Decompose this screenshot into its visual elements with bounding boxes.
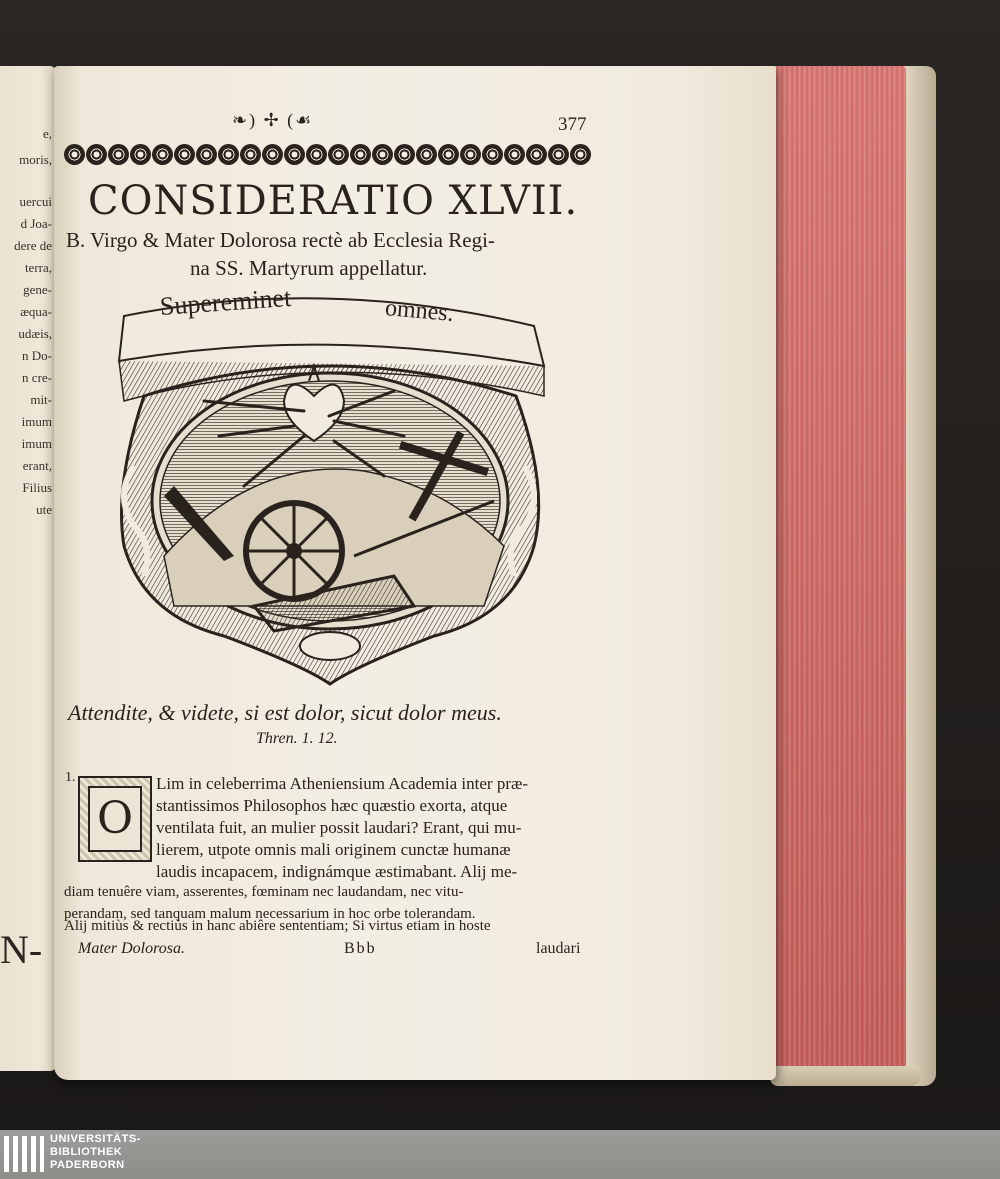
left-fragment: Filius [22, 480, 52, 495]
emblem-motto-part1: Supereminet [158, 282, 293, 321]
page-title: CONSIDERATIO XLVII. [88, 178, 579, 224]
wheel-icon [246, 503, 342, 599]
initial-letter: O [88, 786, 142, 852]
body-line: ventilata fuit, an mulier possit laudari? Erant, qui mu- [156, 818, 522, 837]
institution-line-1: UNIVERSITÄTS- [50, 1133, 141, 1145]
rosette-icon [130, 144, 151, 165]
red-fore-edge [756, 66, 906, 1076]
rosette-icon [218, 144, 239, 165]
rosette-icon [86, 144, 107, 165]
left-fragment: imum [21, 414, 52, 429]
rosette-icon [548, 144, 569, 165]
institution-line-2: BIBLIOTHEK [50, 1146, 123, 1158]
rosette-icon [350, 144, 371, 165]
institution-line-3: PADERBORN [50, 1159, 125, 1171]
emblem-engraving [104, 286, 556, 686]
left-page [0, 66, 56, 1071]
paragraph-number: 1. [65, 770, 76, 785]
rosette-icon [372, 144, 393, 165]
rosette-icon [570, 144, 591, 165]
left-fragment: ute [36, 502, 52, 517]
left-fragment: udæis, [18, 326, 52, 341]
left-large-letters: N- [0, 927, 43, 972]
scripture-quote: Attendite, & videte, si est dolor, sicut dolor meus. [68, 700, 502, 725]
subtitle-line-2: na SS. Martyrum appellatur. [190, 256, 428, 280]
rosette-icon [174, 144, 195, 165]
rosette-icon [460, 144, 481, 165]
left-fragment: n Do- [22, 348, 52, 363]
rosette-ornament-band [64, 140, 594, 168]
rosette-icon [504, 144, 525, 165]
running-footer: Mater Dolorosa. [78, 940, 185, 957]
library-logo-icon [2, 1134, 46, 1174]
left-fragment: n cre- [22, 370, 52, 385]
rosette-icon [64, 144, 85, 165]
left-fragment: dere de [14, 238, 52, 253]
rosette-icon [416, 144, 437, 165]
left-fragment: terra, [24, 260, 52, 275]
rosette-icon [262, 144, 283, 165]
body-line: diam tenuêre viam, asserentes, fœminam nec laudandam, nec vitu- [64, 884, 464, 900]
rosette-icon [152, 144, 173, 165]
rosette-icon [328, 144, 349, 165]
rosette-icon [196, 144, 217, 165]
rosette-icon [306, 144, 327, 165]
body-line: laudis incapacem, indignámque æstimabant. Alij me- [156, 862, 518, 881]
rosette-icon [394, 144, 415, 165]
page-number: 377 [558, 114, 587, 135]
left-fragment: uercui [19, 194, 52, 209]
decorated-initial [78, 776, 152, 862]
rosette-icon [482, 144, 503, 165]
book-bottom-edge [770, 1066, 920, 1086]
left-fragment: erant, [22, 458, 52, 473]
subtitle-line-1: B. Virgo & Mater Dolorosa rectè ab Ecclesia Regi- [66, 228, 495, 252]
body-line: Lim in celeberrima Atheniensium Academia inter præ- [156, 774, 528, 793]
left-fragment: moris, [19, 152, 52, 167]
left-fragment: e, [42, 126, 52, 141]
emblem-motto-part2: omnes. [384, 295, 455, 327]
body-line: Alij mitiùs & rectiùs in hanc abiêre sententiam; Si virtus etiam in hoste [64, 918, 491, 934]
header-ornament: ❧) ✢ (☙ [232, 110, 314, 130]
signature-mark: Bbb [344, 940, 377, 957]
left-fragment: æqua- [20, 304, 52, 319]
catchword: laudari [536, 940, 581, 957]
institution-bar [0, 1130, 1000, 1179]
rosette-icon [108, 144, 129, 165]
rosette-icon [438, 144, 459, 165]
rosette-icon [284, 144, 305, 165]
body-line: stantissimos Philosophos hæc quæstio exorta, atque [156, 796, 508, 815]
rosette-icon [526, 144, 547, 165]
left-fragment: mit- [30, 392, 52, 407]
body-line: lierem, utpote omnis mali originem cunctæ humanæ [156, 840, 511, 859]
scripture-citation: Thren. 1. 12. [256, 730, 338, 747]
left-fragment: gene- [23, 282, 52, 297]
body-line: perandam, sed tanquam malum necessarium in hoc orbe tolerandam. [64, 906, 476, 922]
left-fragment: imum [21, 436, 52, 451]
rosette-icon [240, 144, 261, 165]
left-fragment: d Joa- [20, 216, 52, 231]
